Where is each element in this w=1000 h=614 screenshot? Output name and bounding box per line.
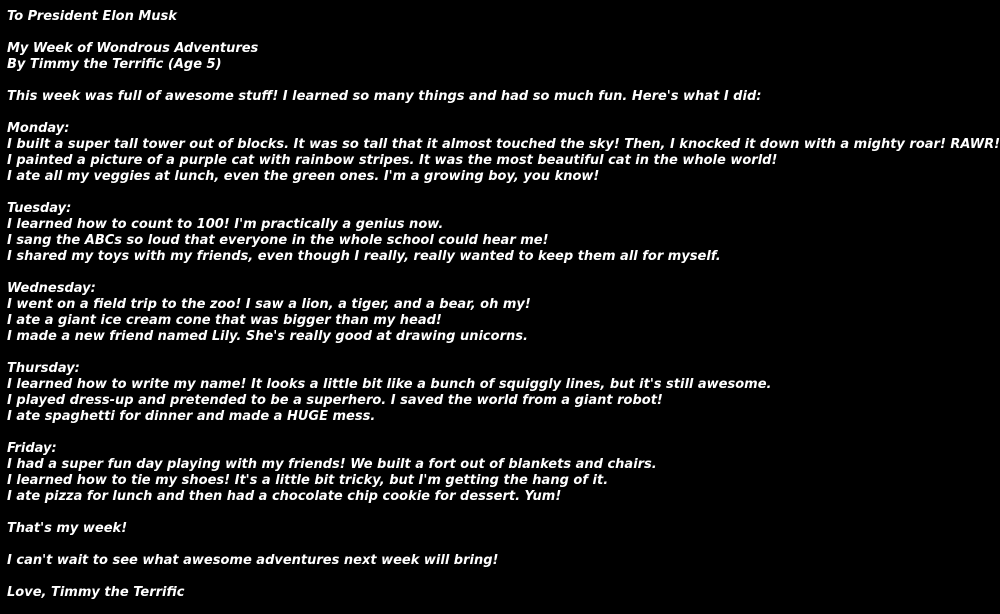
spacer xyxy=(7,569,997,585)
day-line: I learned how to count to 100! I'm practically a genius now. xyxy=(7,217,444,232)
day-heading: Wednesday: xyxy=(7,281,96,296)
day-line: I sang the ABCs so loud that everyone in the whole school could hear me! xyxy=(7,233,549,248)
spacer xyxy=(7,185,997,201)
day-section-thursday xyxy=(7,361,997,425)
day-heading: Tuesday: xyxy=(7,201,72,216)
spacer xyxy=(7,345,997,361)
day-section-wednesday xyxy=(7,281,997,345)
spacer xyxy=(7,265,997,281)
spacer xyxy=(7,73,997,89)
day-heading: Thursday: xyxy=(7,361,80,376)
day-line: I went on a field trip to the zoo! I saw a lion, a tiger, and a bear, oh my! xyxy=(7,297,531,312)
day-heading: Monday: xyxy=(7,121,70,136)
day-line: I played dress-up and pretended to be a superhero. I saved the world from a giant robot! xyxy=(7,393,663,408)
day-line: I painted a picture of a purple cat with rainbow stripes. It was the most beautiful cat in the whole world! xyxy=(7,153,778,168)
letter-document xyxy=(7,9,1000,601)
spacer xyxy=(7,537,997,553)
day-section-friday xyxy=(7,441,997,505)
outro: That's my week! xyxy=(7,521,128,536)
day-section-monday xyxy=(7,121,1000,185)
day-line: I ate pizza for lunch and then had a chocolate chip cookie for dessert. Yum! xyxy=(7,489,562,504)
spacer xyxy=(7,25,997,41)
spacer xyxy=(7,105,997,121)
letter-title: My Week of Wondrous Adventures xyxy=(7,41,259,56)
day-line: I ate spaghetti for dinner and made a HUGE mess. xyxy=(7,409,376,424)
spacer xyxy=(7,425,997,441)
day-line: I learned how to write my name! It looks a little bit like a bunch of squiggly lines, but it's still awesome. xyxy=(7,377,772,392)
day-line: I made a new friend named Lily. She's really good at drawing unicorns. xyxy=(7,329,528,344)
day-heading: Friday: xyxy=(7,441,57,456)
intro-paragraph: This week was full of awesome stuff! I learned so many things and had so much fun. Here's what I did: xyxy=(7,89,762,104)
day-line: I shared my toys with my friends, even though I really, really wanted to keep them all for myself. xyxy=(7,249,721,264)
byline: By Timmy the Terrific (Age 5) xyxy=(7,57,222,72)
closing-line: I can't wait to see what awesome adventures next week will bring! xyxy=(7,553,499,568)
day-line: I learned how to tie my shoes! It's a little bit tricky, but I'm getting the hang of it. xyxy=(7,473,609,488)
day-line: I ate all my veggies at lunch, even the green ones. I'm a growing boy, you know! xyxy=(7,169,600,184)
day-line: I ate a giant ice cream cone that was bigger than my head! xyxy=(7,313,442,328)
spacer xyxy=(7,505,997,521)
signature: Love, Timmy the Terrific xyxy=(7,585,185,600)
day-section-tuesday xyxy=(7,201,997,265)
addressee: To President Elon Musk xyxy=(7,9,177,24)
day-line: I had a super fun day playing with my friends! We built a fort out of blankets and chairs. xyxy=(7,457,657,472)
day-line: I built a super tall tower out of blocks. It was so tall that it almost touched the sky! Then, I knocked it down with a mighty roar! RAWR! xyxy=(7,137,1000,152)
